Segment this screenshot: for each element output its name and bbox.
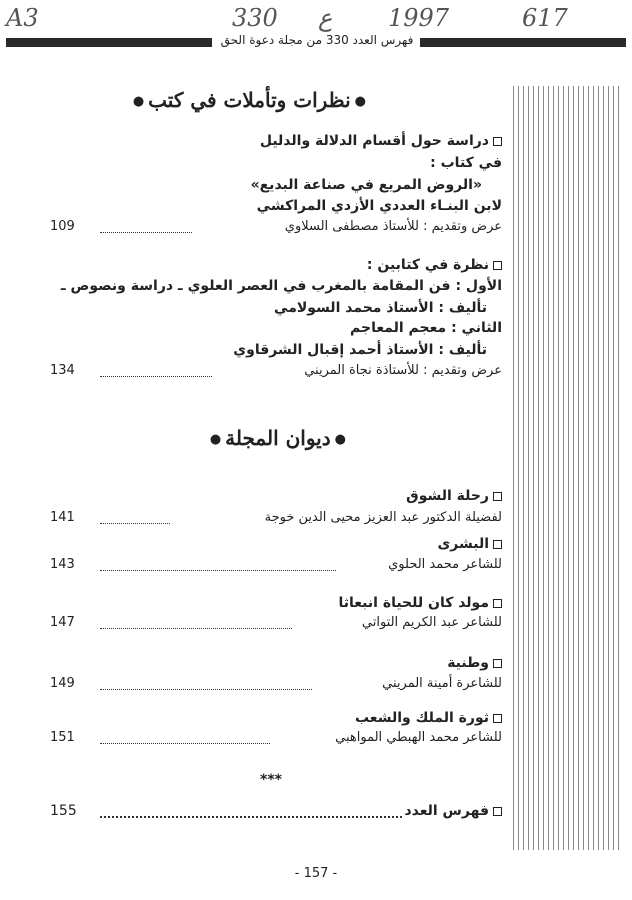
decorative-stripes bbox=[513, 86, 619, 850]
dot-leader bbox=[100, 376, 212, 377]
entry-credit: للشاعر محمد الحلوي bbox=[388, 557, 502, 572]
entry-title: مولد كان للحياة انبعاثا bbox=[339, 595, 503, 611]
entry-line: في كتاب : bbox=[430, 155, 502, 171]
entry-credit: عرض وتقديم : للأستاذ مصطفى السلاوي bbox=[284, 219, 502, 234]
dot-leader bbox=[100, 743, 270, 744]
entry-credit: لفضيلة الدكتور عبد العزيز محيى الدين خوجة bbox=[264, 510, 502, 525]
page-number: 147 bbox=[50, 615, 75, 630]
entry-credit: للشاعر محمد الهبطي المواهبي bbox=[335, 730, 502, 745]
page-number: 141 bbox=[50, 510, 75, 525]
bullet-icon: ● bbox=[209, 432, 222, 447]
separator-stars: *** bbox=[260, 772, 282, 788]
page-number: 151 bbox=[50, 730, 75, 745]
page-number: 134 bbox=[50, 363, 75, 378]
running-header: فهرس العدد 330 من مجلة دعوة الحق bbox=[220, 33, 414, 47]
entry-title: رحلة الشوق bbox=[406, 488, 502, 504]
entry-title: ثورة الملك والشعب bbox=[355, 710, 502, 726]
entry-line: «الروض المريع في صناعة البديع» bbox=[250, 177, 482, 193]
checkbox-icon bbox=[493, 599, 502, 608]
entry-title: نظرة في كتابين : bbox=[367, 257, 502, 273]
entry-line: الأول : فن المقامة بالمغرب في العصر العلوي ـ دراسة ونصوص ـ bbox=[60, 278, 502, 294]
section-title: ●نظرات وتأملات في كتب● bbox=[132, 88, 366, 112]
dot-leader bbox=[100, 570, 336, 571]
page-number: 143 bbox=[50, 557, 75, 572]
entry-title: وطنية bbox=[447, 655, 502, 671]
section-title: ●ديوان المجلة● bbox=[209, 426, 346, 450]
bullet-icon: ● bbox=[334, 432, 346, 447]
handwritten-number: 617 bbox=[522, 4, 568, 32]
handwritten-code: A3 bbox=[6, 4, 39, 32]
entry-line: الثاني : معجم المعاجم bbox=[350, 320, 502, 336]
entry-line: تأليف : الأستاذ محمد السولامي bbox=[274, 300, 487, 316]
dot-leader bbox=[100, 232, 192, 233]
page-number: 149 bbox=[50, 676, 75, 691]
dot-leader bbox=[100, 628, 292, 629]
entry-title: دراسة حول أقسام الدلالة والدليل bbox=[260, 133, 502, 149]
handwritten-letter: ع bbox=[318, 4, 333, 32]
entry-credit: للشاعر عبد الكريم التواتي bbox=[361, 615, 502, 630]
entry-line: تأليف : الأستاذ أحمد إقبال الشرقاوي bbox=[233, 342, 487, 358]
entry-title: البشرى bbox=[437, 536, 502, 552]
dot-leader bbox=[100, 523, 170, 524]
dot-leader bbox=[100, 689, 312, 690]
handwritten-issue: 330 bbox=[232, 4, 278, 32]
index-entry: فهرس العدد bbox=[404, 803, 502, 819]
dot-leader bbox=[100, 816, 402, 818]
checkbox-icon bbox=[493, 807, 502, 816]
checkbox-icon bbox=[493, 261, 502, 270]
checkbox-icon bbox=[493, 137, 502, 146]
header-bar-right bbox=[420, 38, 626, 47]
page-number: 109 bbox=[50, 219, 75, 234]
page-number: 155 bbox=[50, 803, 77, 819]
checkbox-icon bbox=[493, 714, 502, 723]
entry-line: لابن البنـاء العددي الأزدي المراكشي bbox=[256, 198, 502, 214]
handwritten-year: 1997 bbox=[388, 4, 450, 32]
bullet-icon: ● bbox=[132, 94, 145, 109]
bullet-icon: ● bbox=[354, 94, 366, 109]
checkbox-icon bbox=[493, 659, 502, 668]
header-bar-left bbox=[6, 38, 212, 47]
checkbox-icon bbox=[493, 540, 502, 549]
entry-credit: للشاعرة أمينة المريني bbox=[382, 676, 502, 691]
checkbox-icon bbox=[493, 492, 502, 501]
folio: - 157 - bbox=[294, 866, 338, 881]
entry-credit: عرض وتقديم : للأستاذة نجاة المريني bbox=[304, 363, 502, 378]
